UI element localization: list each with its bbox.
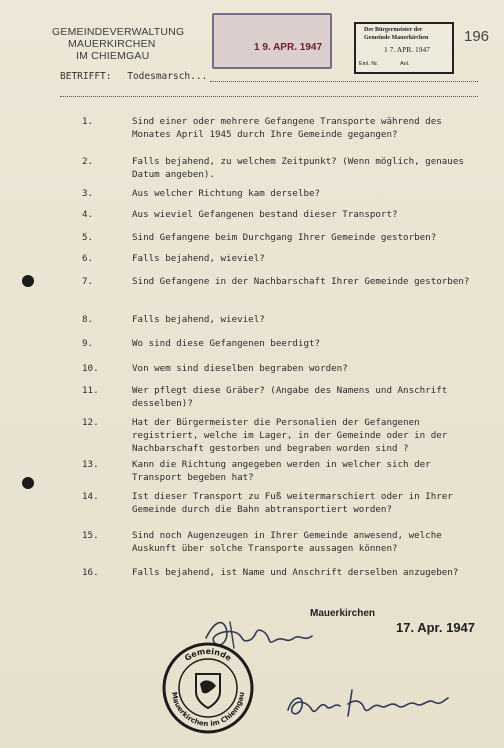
question-number: 15. (82, 530, 99, 541)
question-text: Sind noch Augenzeugen in Ihrer Gemeinde anwesend, welche Auskunft über solche Transporte aussagen können? (132, 530, 442, 554)
letterhead-line-1: GEMEINDEVERWALTUNG (52, 26, 185, 38)
question-text: Sind einer oder mehrere Gefangene Transporte während des Monates April 1945 durch Ihre Gemeinde gegangen? (132, 116, 442, 140)
question-text: Wo sind diese Gefangenen beerdigt? (132, 338, 321, 349)
mayor-stamp-date: 1 7. APR. 1947 (384, 45, 431, 54)
question-number: 1. (82, 116, 94, 127)
question-number: 16. (82, 567, 99, 578)
letterhead-line-3: IM CHIEMGAU (76, 50, 150, 62)
subject-label: BETRIFFT: (60, 71, 112, 82)
mayor-stamp-anl: Anl. (400, 61, 410, 67)
letterhead (52, 26, 202, 62)
question-text: Sind Gefangene beim Durchgang Ihrer Gemeinde gestorben? (132, 232, 437, 243)
question-text: Falls bejahend, wieviel? (132, 314, 265, 325)
question-text: Falls bejahend, wieviel? (132, 253, 265, 264)
mayor-stamp-line-1: Der Bürgermeister der (364, 27, 423, 33)
question-number: 10. (82, 363, 99, 374)
letterhead-line-2: MAUERKIRCHEN (68, 38, 156, 50)
question-number: 3. (82, 188, 94, 199)
question-text: Kann die Richtung angegeben werden in welcher sich der Transport begeben hat? (132, 459, 431, 483)
handwritten-signature-mayor (282, 676, 452, 726)
punch-hole-bottom (22, 477, 34, 489)
subject-dotted-line (210, 81, 478, 82)
question-number: 9. (82, 338, 94, 349)
place-stamp: Mauerkirchen (310, 608, 376, 619)
mayor-stamp (354, 22, 454, 74)
seal-top-text: Gemeinde (183, 646, 234, 663)
question-number: 7. (82, 276, 94, 287)
page-number: 196 (464, 28, 490, 45)
question-number: 4. (82, 209, 94, 220)
question-text: Ist dieser Transport zu Fuß weitermarschiert oder in Ihrer Gemeinde durch die Bahn abtransportiert worden? (132, 491, 453, 515)
closing-date: 17. Apr. 1947 (396, 620, 476, 635)
question-text: Falls bejahend, zu welchem Zeitpunkt? (Wenn möglich, genaues Datum angeben). (132, 156, 464, 180)
punch-hole-top (22, 275, 34, 287)
mayor-stamp-einl-nr: Einl. Nr. (359, 61, 379, 67)
question-number: 5. (82, 232, 94, 243)
question-number: 12. (82, 417, 99, 428)
question-text: Sind Gefangene in der Nachbarschaft Ihrer Gemeinde gestorben? (132, 276, 470, 287)
question-text: Falls bejahend, ist Name und Anschrift derselben anzugeben? (132, 567, 459, 578)
question-number: 2. (82, 156, 94, 167)
seal-bottom-text: Mauerkirchen im Chiemgau (169, 691, 246, 729)
question-text: Aus wieviel Gefangenen bestand dieser Transport? (132, 209, 398, 220)
question-number: 14. (82, 491, 99, 502)
question-text: Hat der Bürgermeister die Personalien der Gefangenen registriert, welche im Lager, in der Gemeinde oder in der Nachbarschaft gestorben und begraben worden sind ? (132, 417, 448, 454)
question-text: Von wem sind dieselben begraben worden? (132, 363, 348, 374)
question-text: Aus welcher Richtung kam derselbe? (132, 188, 321, 199)
subject-value: Todesmarsch... (127, 71, 208, 82)
separator-dotted-line (60, 96, 478, 97)
subject-line (60, 71, 207, 82)
received-stamp (212, 13, 332, 69)
question-number: 6. (82, 253, 94, 264)
municipal-seal (160, 640, 256, 736)
question-number: 8. (82, 314, 94, 325)
mayor-stamp-line-2: Gemeinde Mauerkirchen (364, 35, 429, 41)
question-text: Wer pflegt diese Gräber? (Angabe des Namens und Anschrift desselben)? (132, 385, 448, 409)
received-stamp-date: 1 9. APR. 1947 (254, 42, 323, 53)
question-number: 11. (82, 385, 99, 396)
question-number: 13. (82, 459, 99, 470)
